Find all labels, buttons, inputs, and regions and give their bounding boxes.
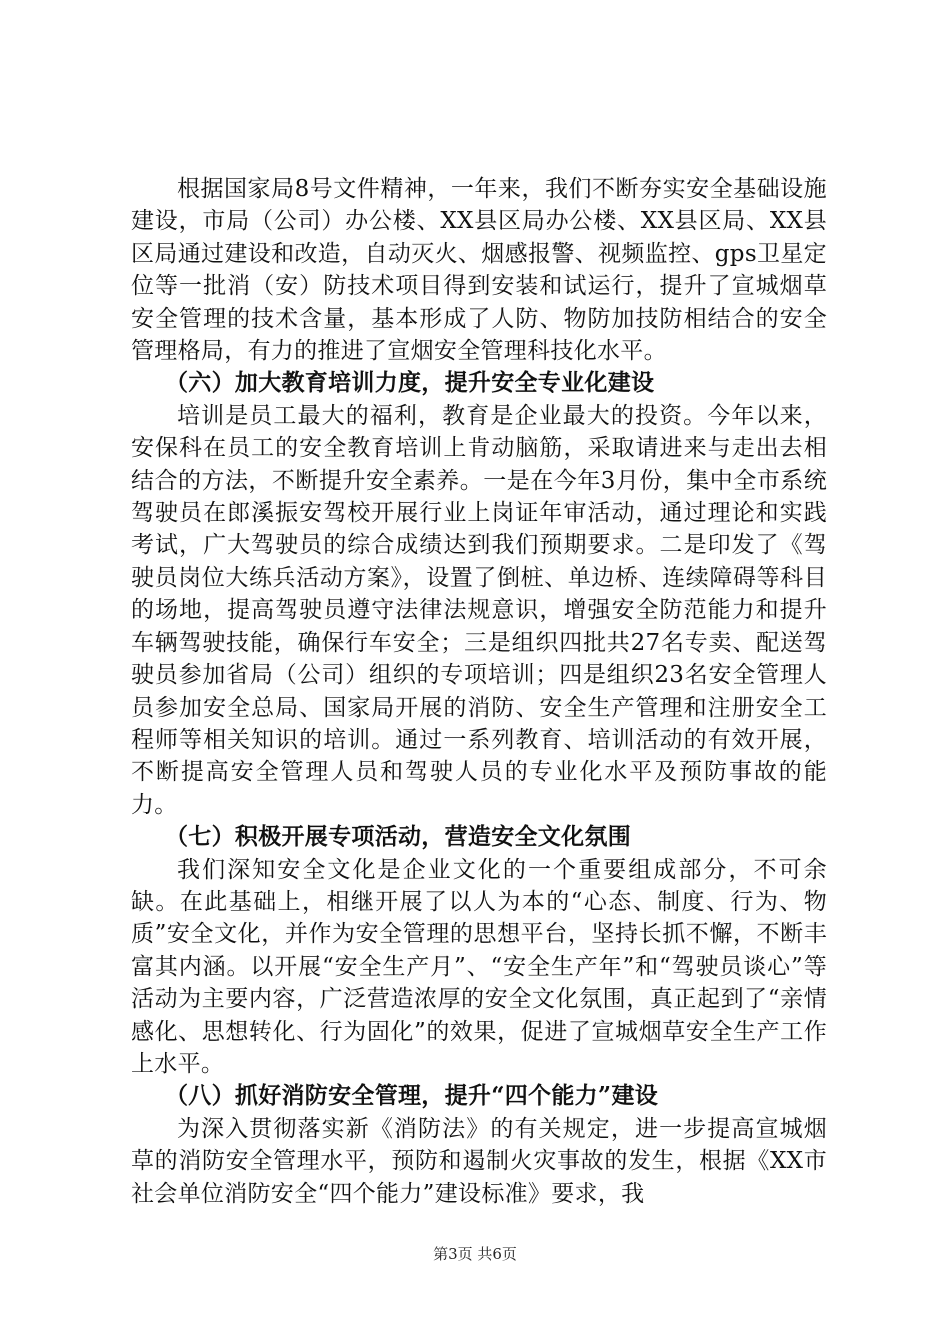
section-heading-8: （八）抓好消防安全管理，提升“四个能力”建设	[165, 1082, 659, 1110]
section-heading-7: （七）积极开展专项活动，营造安全文化氛围	[165, 823, 631, 851]
document-body	[131, 173, 827, 1210]
paragraph-fire-safety: 为深入贯彻落实新《消防法》的有关规定，进一步提高宣城烟草的消防安全管理水平，预防和遏制火灾事故的发生，根据《XX市社会单位消防安全“四个能力”建设标准》要求，我	[131, 1115, 827, 1207]
paragraph-safety-culture: 我们深知安全文化是企业文化的一个重要组成部分，不可余缺。在此基础上，相继开展了以人为本的“心态、制度、行为、物质”安全文化，并作为安全管理的思想平台，坚持长抓不懈，不断丰富其内涵。以开展“安全生产月”、“安全生产年”和“驾驶员谈心”等活动为主要内容，广泛营造浓厚的安全文化氛围，真正起到了“亲情感化、思想转化、行为固化”的效果，促进了宣城烟草安全生产工作上水平。	[131, 856, 827, 1077]
paragraph-training: 培训是员工最大的福利，教育是企业最大的投资。今年以来，安保科在员工的安全教育培训上肯动脑筋，采取请进来与走出去相结合的方法，不断提升安全素养。一是在今年3月份，集中全市系统驾驶员在郎溪振安驾校开展行业上岗证年审活动，通过理论和实践考试，广大驾驶员的综合成绩达到我们预期要求。二是印发了《驾驶员岗位大练兵活动方案》，设置了倒桩、单边桥、连续障碍等科目的场地，提高驾驶员遵守法律法规意识，增强安全防范能力和提升车辆驾驶技能，确保行车安全；三是组织四批共27名专卖、配送驾驶员参加省局（公司）组织的专项培训；四是组织23名安全管理人员参加安全总局、国家局开展的消防、安全生产管理和注册安全工程师等相关知识的培训。通过一系列教育、培训活动的有效开展，不断提高安全管理人员和驾驶人员的专业化水平及预防事故的能力。	[131, 402, 827, 818]
paragraph-infrastructure: 根据国家局8号文件精神，一年来，我们不断夯实安全基础设施建设，市局（公司）办公楼、XX县区局办公楼、XX县区局、XX县区局通过建设和改造，自动灭火、烟感报警、视频监控、gps卫星定位等一批消（安）防技术项目得到安装和试运行，提升了宣城烟草安全管理的技术含量，基本形成了人防、物防加技防相结合的安全管理格局，有力的推进了宣烟安全管理科技化水平。	[131, 176, 827, 365]
section-heading-6: （六）加大教育培训力度，提升安全专业化建设	[165, 369, 655, 397]
page-number-footer: 第3页 共6页	[433, 1245, 517, 1263]
